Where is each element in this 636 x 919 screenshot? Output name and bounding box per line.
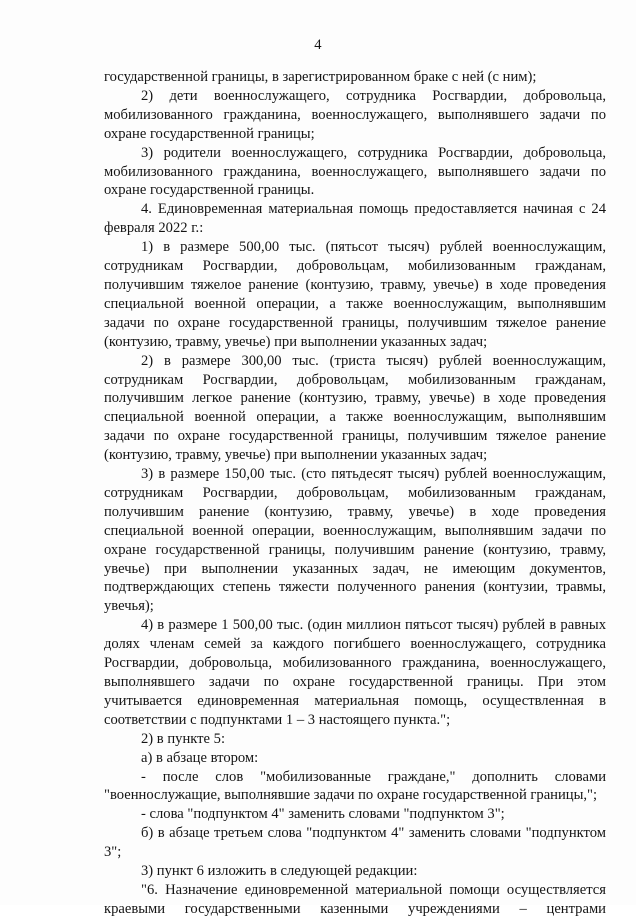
- paragraph-replace-words: - слова "подпунктом 4" заменить словами "подпунктом 3";: [141, 806, 505, 823]
- paragraph-item-5b: б) в абзаце третьем слова "подпунктом 4" заменить словами "подпунктом 3";: [104, 825, 606, 861]
- paragraph-spouse-continuation: государственной границы, в зарегистрированном браке с ней (с ним);: [104, 69, 537, 85]
- paragraph-item-5-heading: 2) в пункте 5:: [141, 730, 226, 747]
- paragraph-item-4-intro: 4. Единовременная материальная помощь предоставляется начиная с 24 февраля 2022 г.:: [104, 201, 606, 237]
- paragraph-parents: 3) родители военнослужащего, сотрудника Росгвардии, добровольца, мобилизованного гражданина, военнослужащего, выполнявшего задачи по охране государственной границы.: [104, 144, 606, 199]
- paragraph-subitem-4: 4) в размере 1 500,00 тыс. (один миллион пятьсот тысяч) рублей в равных долях членам семей за каждого погибшего военнослужащего, сотрудника Росгвардии, добровольца, мобилизованного гражданина, военнослужащего, выполнявшего задачи по охране государственной границы. При этом учитывается единовременная материальная помощь, осуществленная в соответствии с подпунктами 1 – 3 настоящего пункта.";: [104, 617, 606, 728]
- page-number: 4: [314, 37, 322, 53]
- paragraph-item-6-heading: 3) пункт 6 изложить в следующей редакции:: [141, 863, 418, 880]
- paragraph-item-6-new-text: "6. Назначение единовременной материальной помощи осуществляется краевыми государственными казенными учреждениями – центрами: [104, 881, 606, 917]
- paragraph-subitem-2: 2) в размере 300,00 тыс. (триста тысяч) рублей военнослужащим, сотрудникам Росгвардии, добровольцам, мобилизованным гражданам, получившим легкое ранение (контузию, травму, увечье) в ходе проведения специальной военной операции, а также военнослужащим, выполнявшим задачи по охране государственной границы, получившим тяжелое ранение (контузию, травму, увечье) при выполнении указанных задач;: [104, 352, 606, 464]
- paragraph-subitem-3: 3) в размере 150,00 тыс. (сто пятьдесят тысяч) рублей военнослужащим, сотрудникам Росгвардии, добровольцам, мобилизованным гражданам, получившим ранение (контузию, травму, увечье) в ходе проведения специальной военной операции, военнослужащим, выполнявшим задачи по охране государственной границы, получившим ранение (контузию, травму, увечье) при выполнении указанных задач, не имеющим документов, подтверждающих степень тяжести полученного ранения (контузии, травмы, увечья);: [104, 466, 606, 615]
- paragraph-children: 2) дети военнослужащего, сотрудника Росгвардии, добровольца, мобилизованного гражданина, военнослужащего, выполнявшего задачи по охране государственной границы;: [104, 87, 606, 142]
- paragraph-item-5a: а) в абзаце втором:: [141, 749, 259, 766]
- document-body: [104, 68, 606, 919]
- paragraph-subitem-1: 1) в размере 500,00 тыс. (пятьсот тысяч) рублей военнослужащим, сотрудникам Росгвардии, добровольцам, мобилизованным гражданам, получившим тяжелое ранение (контузию, травму, увечье) в ходе проведения специальной военной операции, а также военнослужащим, выполнявшим задачи по охране государственной границы, получившим тяжелое ранение (контузию, травму, увечье) при выполнении указанных задач;: [104, 239, 606, 350]
- paragraph-add-words: - после слов "мобилизованные граждане," дополнить словами "военнослужащие, выполнявшие задачи по охране государственной границы,";: [104, 768, 606, 804]
